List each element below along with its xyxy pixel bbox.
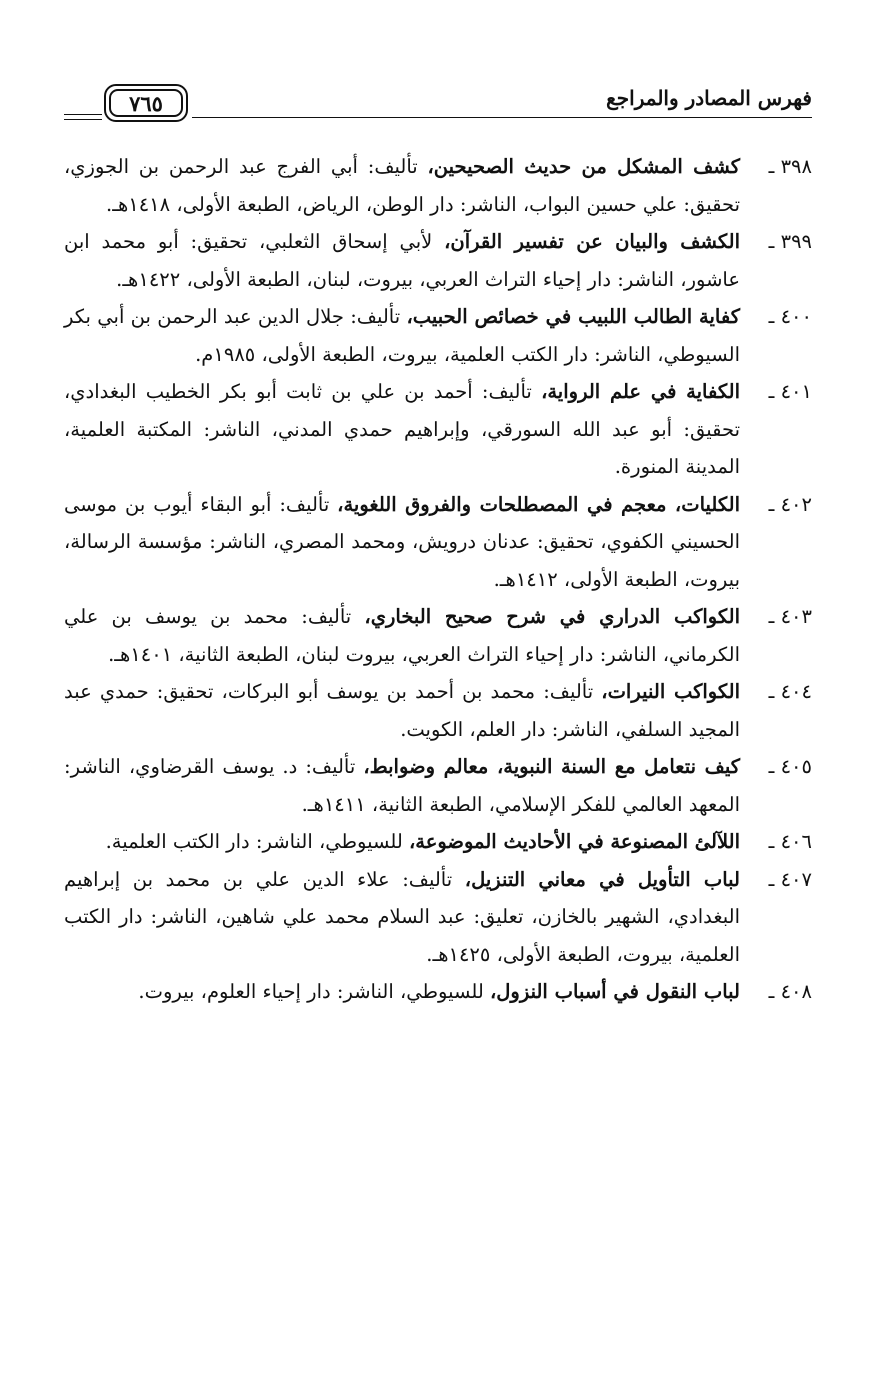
running-header — [64, 80, 812, 130]
entry-number: ٤٠٨ ـ — [768, 980, 812, 1003]
entry-number: ٤٠٠ ـ — [768, 305, 812, 328]
entry-title: كشف المشكل من حديث الصحيحين، — [427, 155, 740, 178]
entry-number: ٤٠٣ ـ — [768, 605, 812, 628]
entry-number: ٤٠٧ ـ — [768, 867, 812, 891]
entry-number: ٣٩٩ ـ — [768, 230, 813, 253]
page-number-frame — [104, 84, 188, 122]
entry-number: ٤٠٦ ـ — [768, 830, 812, 853]
bibliography-entry — [64, 223, 812, 298]
bibliography-entry — [64, 973, 812, 1011]
entry-title: الكفاية في علم الرواية، — [541, 380, 740, 403]
entry-details: تأليف: محمد بن أحمد بن يوسف أبو البركات، تحقيق: حمدي عبد المجيد السلفي، الناشر: دار العلم، الكويت. — [64, 680, 740, 741]
bibliography-entry — [64, 823, 812, 861]
entry-details: تأليف: محمد بن يوسف بن علي الكرماني، الناشر: دار إحياء التراث العربي، بيروت لبنان، الطبعة الثانية، ١٤٠١هـ. — [64, 605, 740, 666]
entry-number: ٤٠١ ـ — [768, 380, 812, 403]
bibliography-entry — [64, 598, 812, 673]
entry-title: كفاية الطالب اللبيب في خصائص الحبيب، — [406, 305, 740, 328]
entry-title: الكليات، معجم في المصطلحات والفروق اللغوية، — [337, 492, 740, 516]
bibliography-entry — [64, 861, 812, 974]
entry-title: لباب التأويل في معاني التنزيل، — [464, 867, 740, 891]
entry-details: تأليف: أبي الفرج عبد الرحمن بن الجوزي، تحقيق: علي حسين البواب، الناشر: دار الوطن، الرياض، الطبعة الأولى، ١٤١٨هـ. — [64, 155, 740, 216]
bibliography-entry — [64, 373, 812, 486]
entry-details: تأليف: د. يوسف القرضاوي، الناشر: المعهد العالمي للفكر الإسلامي، الطبعة الثانية، ١٤١١هـ. — [64, 755, 740, 816]
entry-details: لأبي إسحاق الثعلبي، تحقيق: أبو محمد ابن عاشور، الناشر: دار إحياء التراث العربي، بيروت، لبنان، الطبعة الأولى، ١٤٢٢هـ. — [64, 230, 740, 291]
entry-number: ٣٩٨ ـ — [768, 155, 812, 178]
entry-title: الكواكب الدراري في شرح صحيح البخاري، — [364, 605, 740, 628]
entry-details: تأليف: أبو البقاء أيوب بن موسى الحسيني الكفوي، تحقيق: عدنان درويش، ومحمد المصري، الناشر: مؤسسة الرسالة، بيروت، الطبعة الأولى، ١٤١٢هـ. — [64, 492, 740, 591]
entry-details: للسيوطي، الناشر: دار إحياء العلوم، بيروت. — [138, 980, 490, 1003]
entry-details: تأليف: أحمد بن علي بن ثابت أبو بكر الخطيب البغدادي، تحقيق: أبو عبد الله السورقي، وإبراهيم حمدي المدني، الناشر: المكتبة العلمية، المدينة المنورة. — [64, 380, 740, 478]
page-number: ٧٦٥ — [109, 89, 183, 117]
bibliography-entry — [64, 298, 812, 373]
bibliography-entry — [64, 748, 812, 823]
bibliography-entry — [64, 673, 812, 748]
entry-title: اللآلئ المصنوعة في الأحاديث الموضوعة، — [408, 830, 740, 853]
entry-title: لباب النقول في أسباب النزول، — [489, 980, 740, 1003]
bibliography-list — [64, 148, 812, 1011]
entry-details: للسيوطي، الناشر: دار الكتب العلمية. — [105, 830, 409, 853]
entry-number: ٤٠٥ ـ — [768, 755, 812, 778]
header-rule — [192, 117, 812, 118]
entry-details: تأليف: جلال الدين عبد الرحمن بن أبي بكر السيوطي، الناشر: دار الكتب العلمية، بيروت، الطبعة الأولى، ١٩٨٥م. — [64, 305, 740, 366]
entry-title: الكشف والبيان عن تفسير القرآن، — [444, 230, 741, 253]
entry-title: كيف نتعامل مع السنة النبوية، معالم وضوابط، — [363, 755, 740, 778]
entry-number: ٤٠٢ ـ — [768, 492, 812, 516]
entry-details: تأليف: علاء الدين علي بن محمد بن إبراهيم البغدادي، الشهير بالخازن، تعليق: عبد السلام محمد علي شاهين، الناشر: دار الكتب العلمية، بيروت، الطبعة الأولى، ١٤٢٥هـ. — [64, 867, 740, 966]
header-title: فهرس المصادر والمراجع — [606, 86, 812, 110]
bibliography-entry — [64, 486, 812, 599]
header-rule-left — [64, 114, 102, 120]
entry-number: ٤٠٤ ـ — [768, 680, 812, 703]
entry-title: الكواكب النيرات، — [601, 680, 740, 703]
bibliography-entry — [64, 148, 812, 223]
